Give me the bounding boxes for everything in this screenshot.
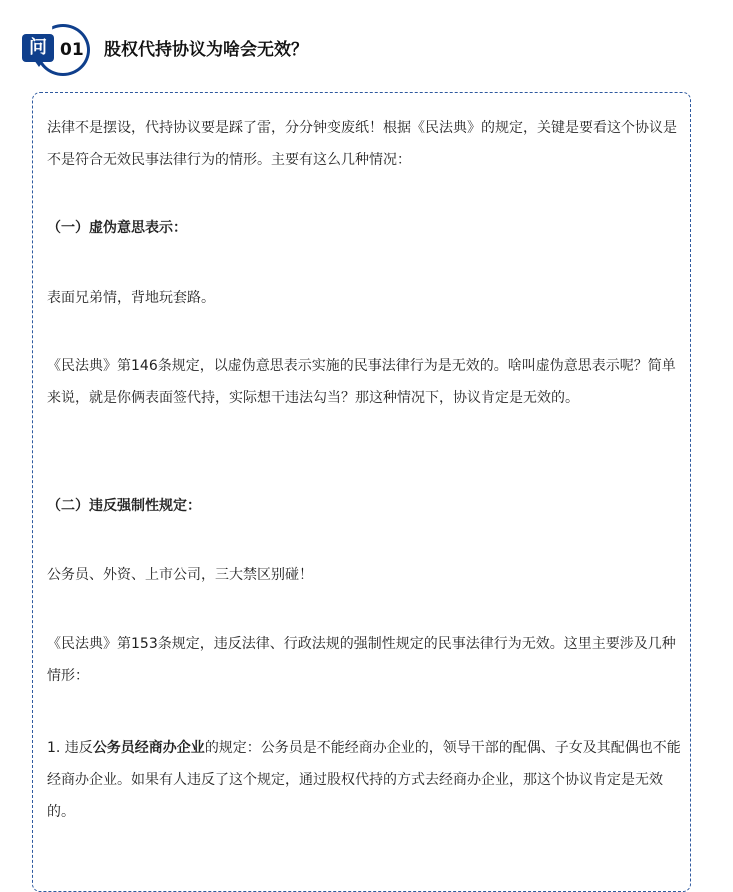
paragraph-5: 《民法典》第153条规定，违反法律、行政法规的强制性规定的民事法律行为无效。这里主要涉及几种情形： <box>47 636 676 684</box>
question-header <box>20 24 700 78</box>
section-heading-1: （一）虚伪意思表示： <box>47 220 187 236</box>
item-text: 的规定：公务员是不能经商办企业的，领导干部的配偶、子女及其配偶也不能经商办企业。如果有人违反了这个规定，通过股权代持的方式去经商办企业，那这个协议肯定是无效的。 <box>47 740 681 820</box>
section-heading-2: （二）违反强制性规定： <box>47 498 201 514</box>
question-number: 01 <box>60 40 84 60</box>
paragraph-6 <box>47 732 687 828</box>
paragraph-4: 公务员、外资、上市公司，三大禁区别碰！ <box>47 567 313 583</box>
paragraph-3: 《民法典》第146条规定，以虚伪意思表示实施的民事法律行为是无效的。啥叫虚伪意思表示呢？简单来说，就是你俩表面签代持，实际想干违法勾当？那这种情况下，协议肯定是无效的。 <box>47 358 676 406</box>
item-bold-term: 公务员经商办企业 <box>92 740 205 756</box>
item-prefix: 1. 违反 <box>47 740 93 756</box>
paragraph-2: 表面兄弟情，背地玩套路。 <box>47 290 215 306</box>
speech-tail-icon <box>34 60 44 67</box>
question-title: 股权代持协议为啥会无效？ <box>104 40 308 60</box>
question-badge-icon: 问 <box>22 34 54 62</box>
intro-paragraph: 法律不是摆设，代持协议要是踩了雷，分分钟变废纸！根据《民法典》的规定，关键是要看这个协议是不是符合无效民事法律行为的情形。主要有这么几种情况： <box>47 120 677 168</box>
